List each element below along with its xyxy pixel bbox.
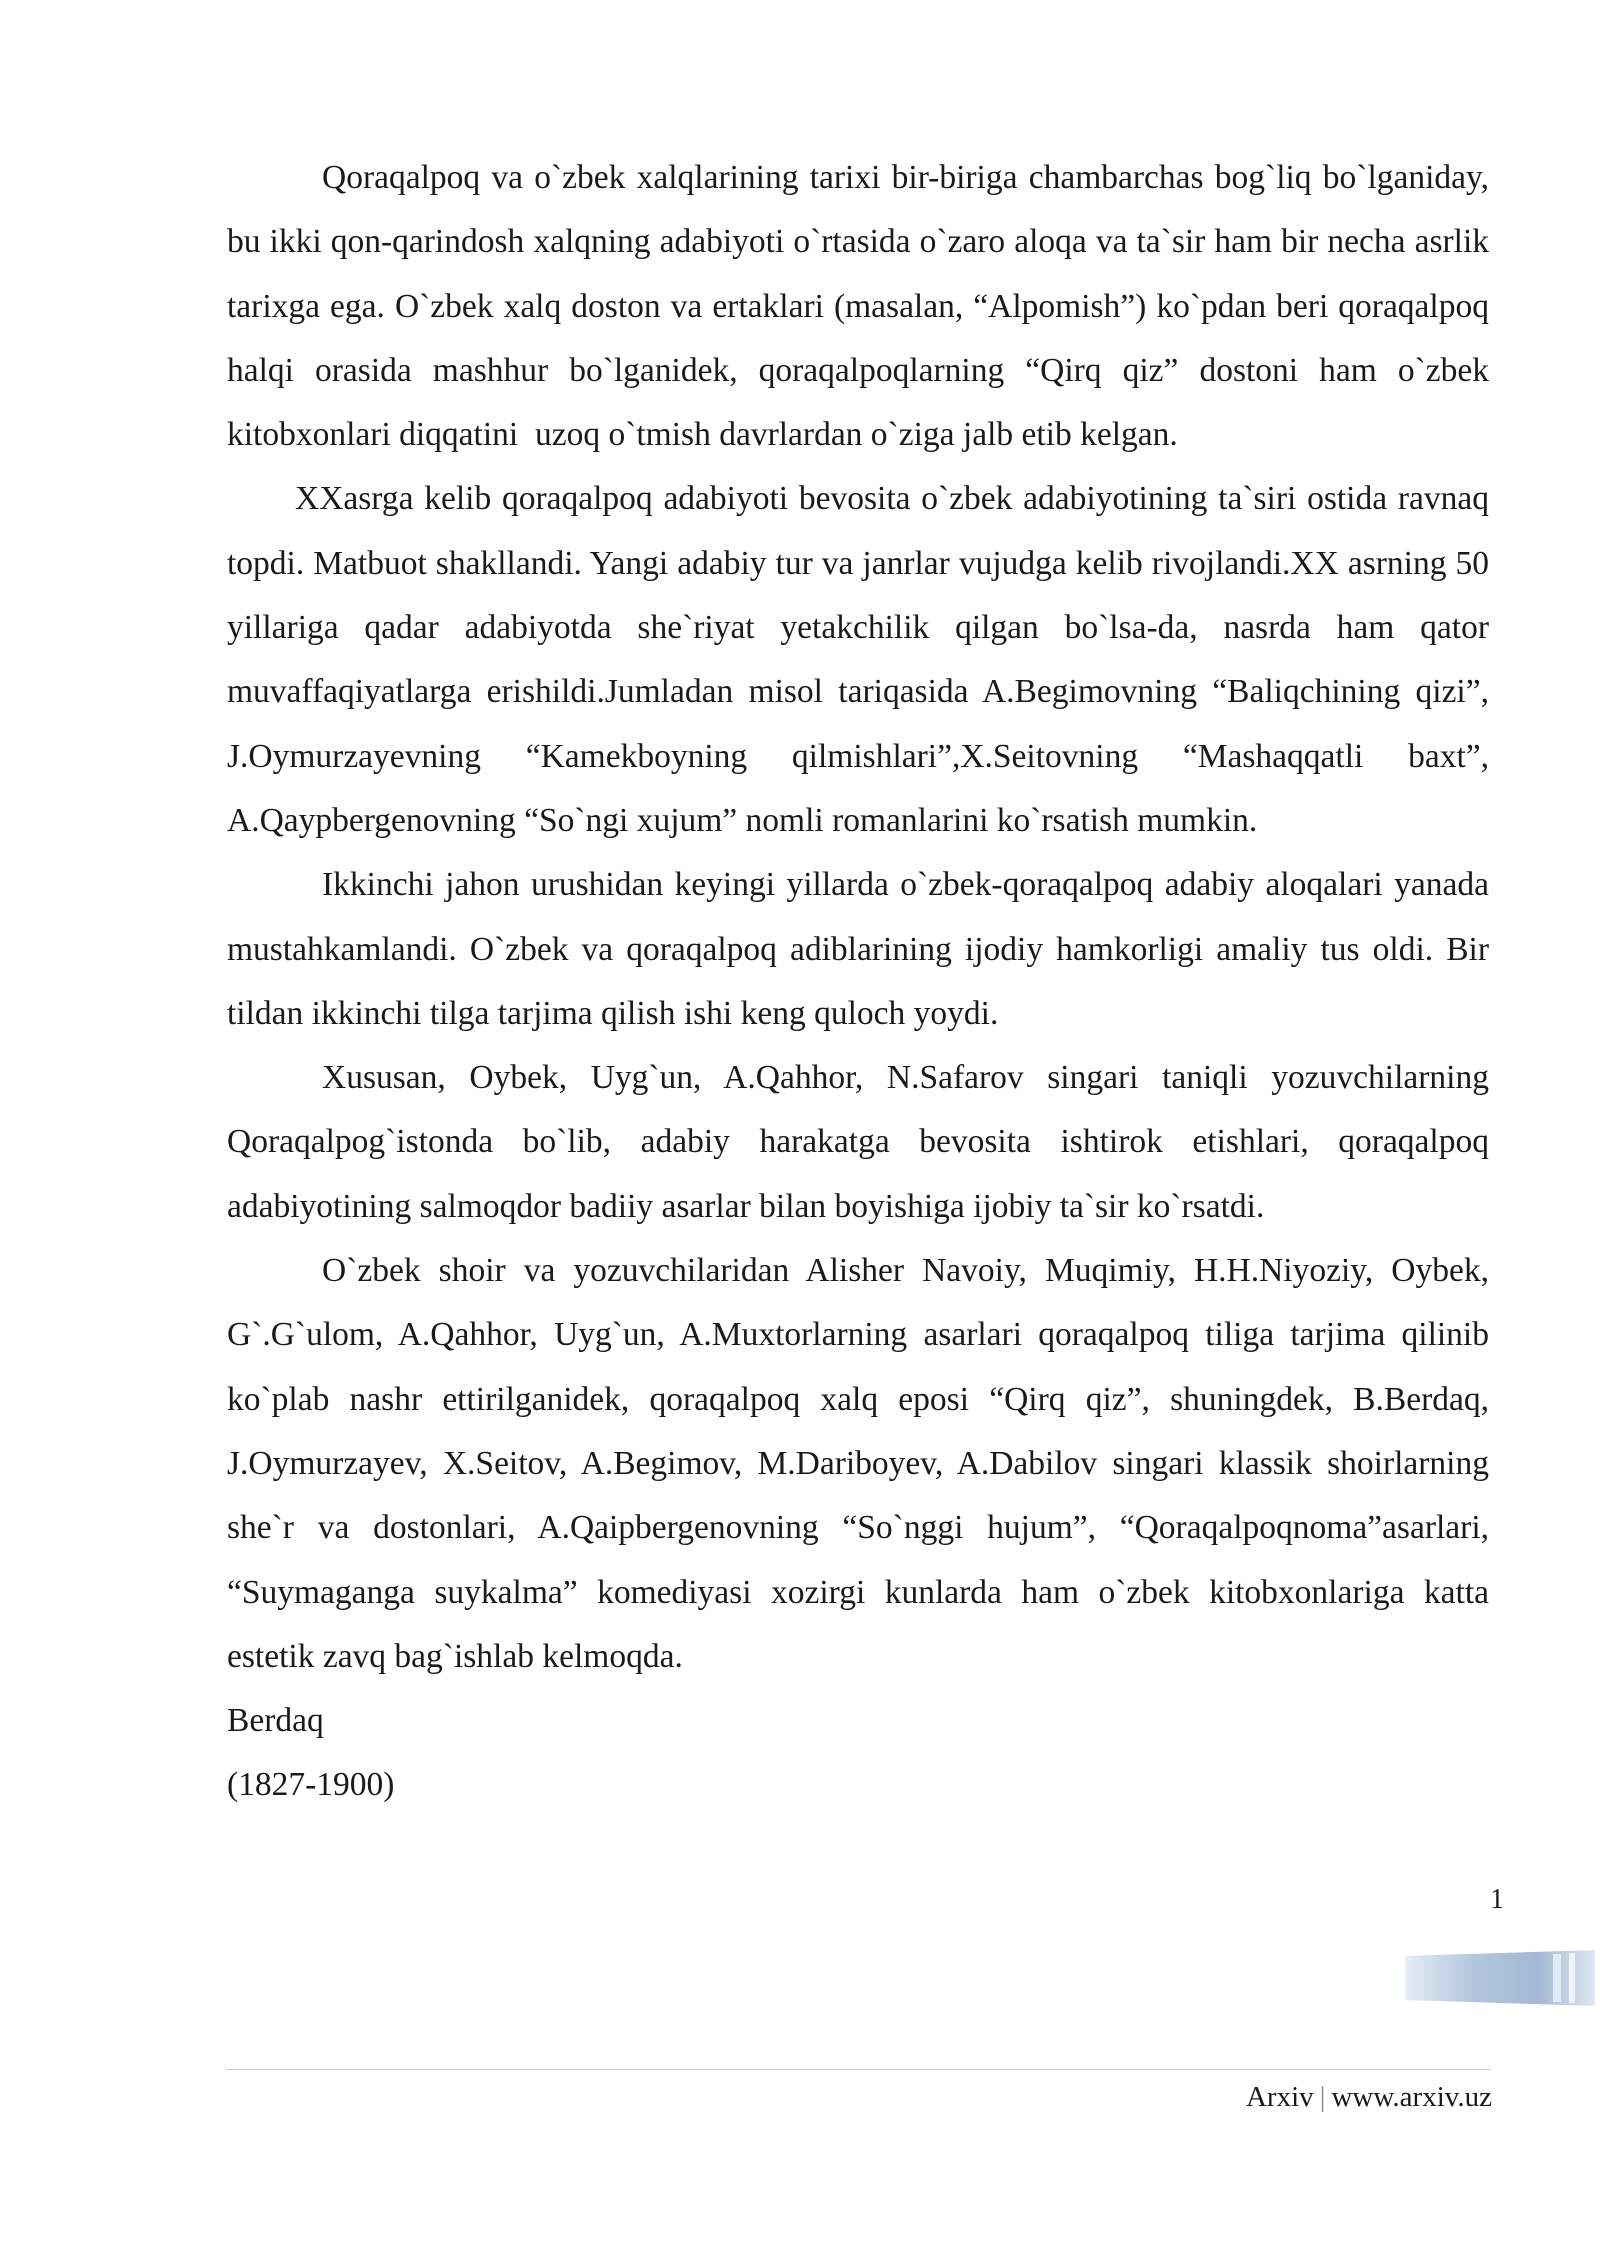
- paragraph-4: Xususan, Oybek, Uyg`un, A.Qahhor, N.Safarov singari taniqli yozuvchilarning Qoraqalpog`istonda bo`lib, adabiy harakatga bevosita ishtirok etishlari, qoraqalpoq adabiyotining salmoqdor badiiy asarlar bilan boyishiga ijobiy ta`sir ko`rsatdi.: [227, 1059, 1506, 1225]
- footer: [1246, 2079, 1492, 2115]
- paragraph-1: Qoraqalpoq va o`zbek xalqlarining tarixi bir-biriga chambarchas bog`liq bo`lganiday, bu ikki qon-qarindosh xalqning adabiyoti o`rtasida o`zaro aloqa va ta`sir ham bir necha asrlik tarixga ega. O`zbek xalq doston va ertaklari (masalan, “Alpomish”) ko`pdan beri qoraqalpoq halqi orasida mashhur bo`lganidek, qoraqalpoqlarning “Qirq qiz” dostoni ham o`zbek kitobxonlari diqqatini uzoq o`tmish davrlardan o`ziga jalb etib kelgan.: [227, 159, 1498, 454]
- section-heading-name: Berdaq: [227, 1702, 324, 1740]
- footer-divider: [227, 2069, 1490, 2070]
- paragraph-2: XXasrga kelib qoraqalpoq adabiyoti bevosita o`zbek adabiyotining ta`siri ostida ravnaq topdi. Matbuot shakllandi. Yangi adabiy tur va janrlar vujudga kelib rivojlandi.XX asrning 50 yillariga qadar adabiyotda she`riyat yetakchilik qilgan bo`lsa-da, nasrda ham qator muvaffaqiyatlarga erishildi.Jumladan misol tariqasida A.Begimovning “Baliqchining qizi”, J.Oymurzayevning “Kamekboyning qilmishlari”,X.Seitovning “Mashaqqatli baxt”, A.Qaypbergenovning “So`ngi xujum” nomli romanlarini ko`rsatish mumkin.: [227, 480, 1498, 839]
- paragraph-3: Ikkinchi jahon urushidan keyingi yillarda o`zbek-qoraqalpoq adabiy aloqalari yanada mustahkamlandi. O`zbek va qoraqalpoq adiblarining ijodiy hamkorligi amaliy tus oldi. Bir tildan ikkinchi tilga tarjima qilish ishi keng quloch yoydi.: [227, 866, 1498, 1032]
- document-body: [227, 146, 1506, 1818]
- footer-separator: |: [1319, 2081, 1326, 2113]
- section-heading-years: (1827-1900): [227, 1766, 395, 1804]
- page-number: 1: [1490, 1884, 1504, 1915]
- paragraph-5: O`zbek shoir va yozuvchilaridan Alisher Navoiy, Muqimiy, H.H.Niyoziy, Oybek, G`.G`ulom, A.Qahhor, Uyg`un, A.Muxtorlarning asarlari qoraqalpoq tiliga tarjima qilinib ko`plab nashr ettirilganidek, qoraqalpoq xalq eposi “Qirq qiz”, shuningdek, B.Berdaq, J.Oymurzayev, X.Seitov, A.Begimov, M.Dariboyev, A.Dabilov singari klassik shoirlarning she`r va dostonlari, A.Qaipbergenovning “So`nggi hujum”, “Qoraqalpoqnoma”asarlari, “Suymaganga suykalma” komediyasi xozirgi kunlarda ham o`zbek kitobxonlariga katta estetik zavq bag`ishlab kelmoqda.: [227, 1252, 1498, 1675]
- footer-site-name: Arxiv: [1245, 2081, 1314, 2113]
- footer-url-link[interactable]: www.arxiv.uz: [1331, 2081, 1492, 2113]
- page-tab-decoration: [1405, 1950, 1595, 2006]
